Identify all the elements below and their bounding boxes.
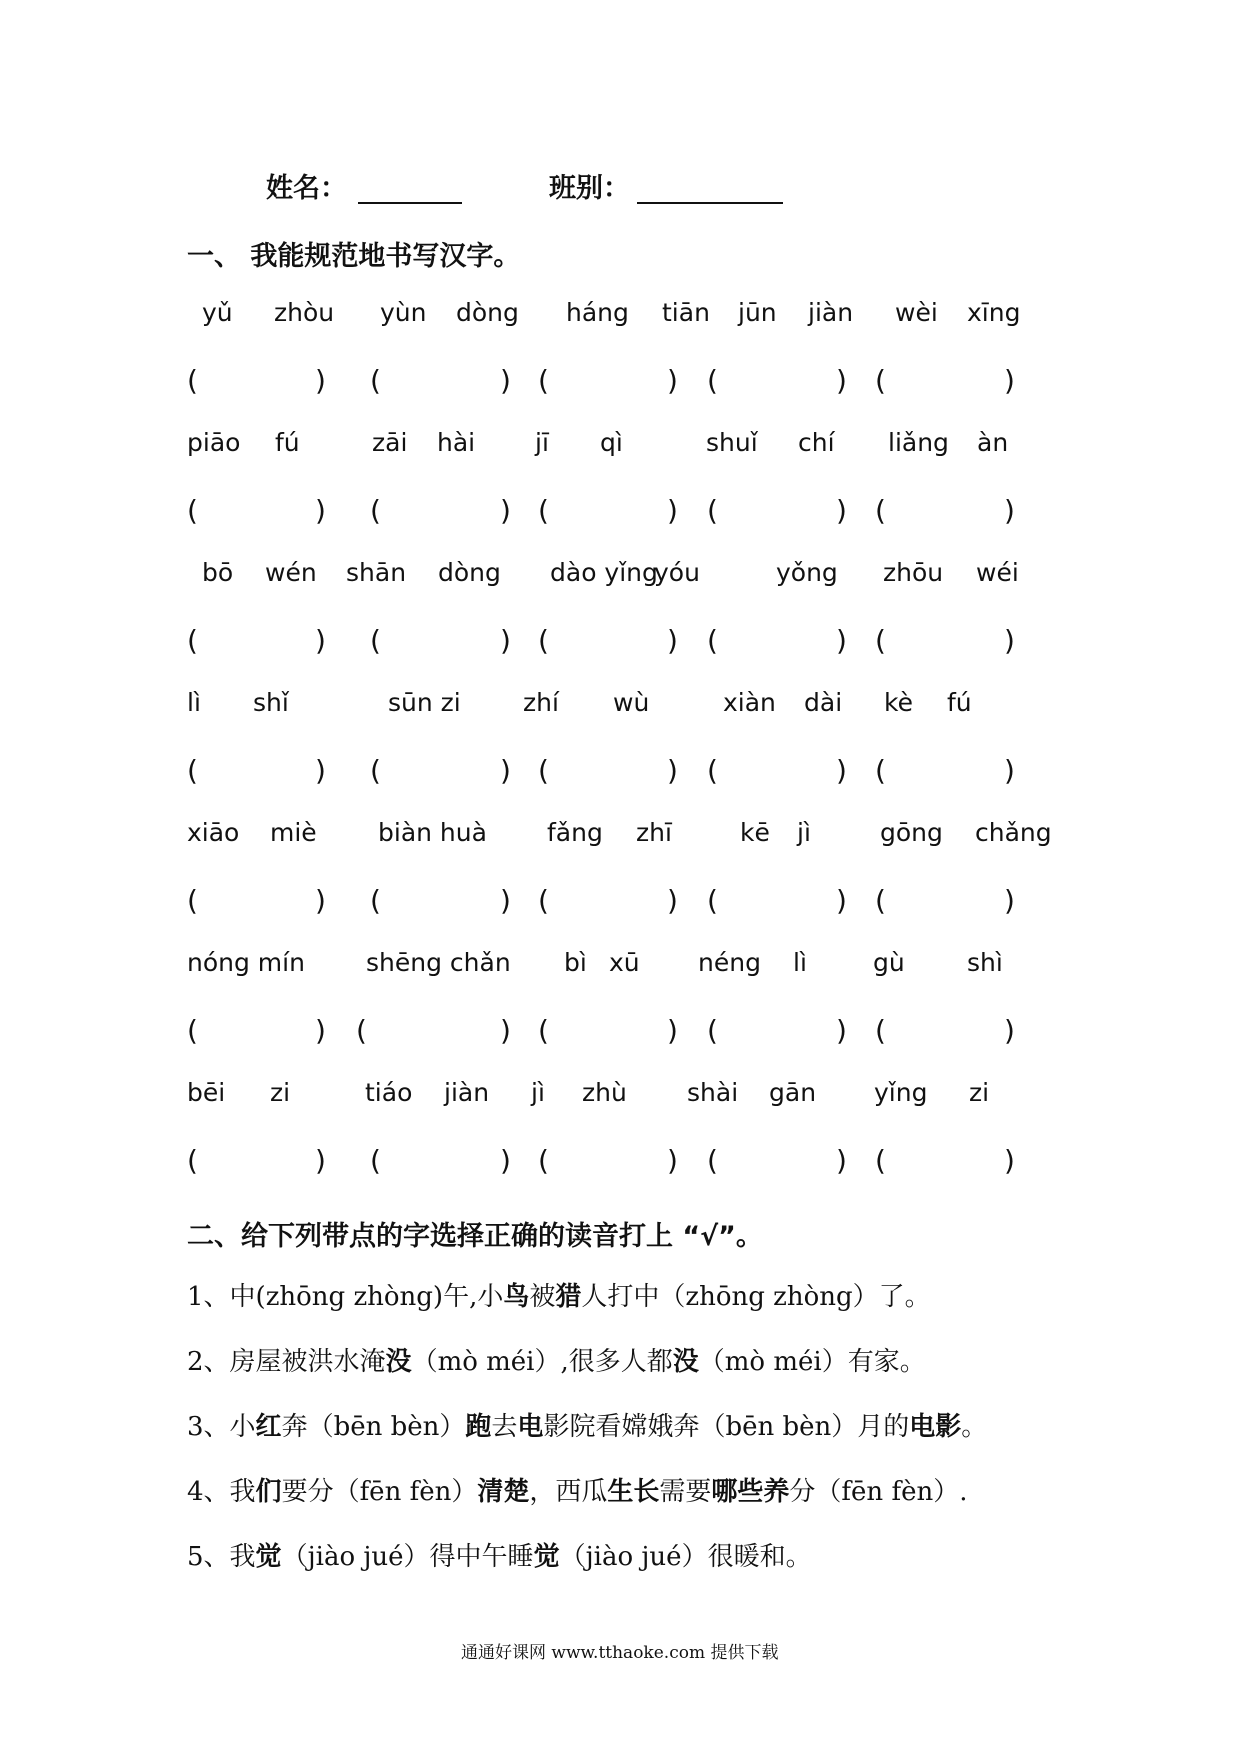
answer-paren-open: (: [875, 364, 886, 397]
dotted-character: 跑: [465, 1412, 492, 1442]
question-line: [187, 1341, 926, 1378]
question-text: 。: [961, 1412, 988, 1442]
pinyin-syllable: yǒng: [776, 558, 838, 587]
pinyin-syllable: zi: [969, 1078, 990, 1107]
question-text: 需要: [659, 1477, 712, 1507]
pinyin-syllable: wéi: [976, 558, 1019, 587]
answer-paren-open: (: [538, 884, 549, 917]
answer-paren-close: ): [315, 884, 326, 917]
answer-paren-close: ): [500, 624, 511, 657]
dotted-character: 生长: [607, 1477, 660, 1507]
answer-paren-close: ): [667, 364, 678, 397]
pinyin-syllable: wèi: [895, 298, 938, 327]
pinyin-syllable: shǐ: [253, 688, 289, 717]
pinyin-syllable: néng: [698, 948, 761, 977]
answer-paren-open: (: [370, 624, 381, 657]
answer-paren-open: (: [187, 624, 198, 657]
answer-paren-open: (: [187, 754, 198, 787]
pinyin-syllable: zāi: [372, 428, 408, 457]
answer-paren-open: (: [875, 624, 886, 657]
answer-paren-open: (: [187, 1144, 198, 1177]
dotted-character: 觉: [255, 1542, 282, 1572]
name-label: 姓名：: [266, 173, 347, 204]
answer-paren-open: (: [538, 1014, 549, 1047]
pinyin-syllable: wén: [265, 558, 317, 587]
answer-paren-open: (: [187, 1014, 198, 1047]
pinyin-syllable: hài: [437, 428, 476, 457]
pinyin-syllable: kè: [884, 688, 913, 717]
answer-paren-close: ): [315, 1014, 326, 1047]
dotted-character: 觉: [533, 1542, 560, 1572]
answer-paren-open: (: [707, 1144, 718, 1177]
answer-paren-close: ): [836, 754, 847, 787]
answer-paren-open: (: [370, 494, 381, 527]
question-line: [187, 1536, 812, 1573]
pinyin-syllable: zhí: [523, 688, 559, 717]
answer-paren-close: ): [315, 624, 326, 657]
pinyin-syllable: biàn huà: [378, 818, 487, 847]
question-text: 2、房屋被洪水淹: [187, 1347, 386, 1377]
question-text: 分（fēn fèn）.: [789, 1477, 968, 1507]
answer-paren-close: ): [1004, 1144, 1015, 1177]
pinyin-syllable: zhòu: [274, 298, 335, 327]
question-text: 被: [529, 1282, 556, 1312]
question-text: 中(zhōng zhòng)午,小: [229, 1282, 504, 1312]
pinyin-syllable: lì: [793, 948, 807, 977]
question-text: 5、我: [187, 1542, 256, 1572]
pinyin-syllable: xiàn: [723, 688, 776, 717]
pinyin-syllable: liǎng: [888, 428, 949, 457]
answer-paren-open: (: [370, 1144, 381, 1177]
pinyin-syllable: jiàn: [808, 298, 854, 327]
question-text: 要分（fēn fèn）: [281, 1477, 478, 1507]
answer-paren-close: ): [1004, 494, 1015, 527]
question-line: [187, 1276, 931, 1313]
class-label: 班别：: [549, 173, 630, 204]
pinyin-syllable: tiān: [662, 298, 710, 327]
pinyin-syllable: wù: [613, 688, 650, 717]
answer-paren-close: ): [667, 1014, 678, 1047]
pinyin-syllable: yǔ: [202, 298, 233, 327]
pinyin-syllable: shēng chǎn: [366, 948, 511, 977]
answer-paren-open: (: [370, 364, 381, 397]
pinyin-syllable: zi: [270, 1078, 291, 1107]
pinyin-syllable: gù: [873, 948, 905, 977]
pinyin-syllable: jiàn: [444, 1078, 490, 1107]
answer-paren-open: (: [707, 494, 718, 527]
answer-paren-open: (: [538, 1144, 549, 1177]
pinyin-syllable: xīng: [967, 298, 1021, 327]
answer-paren-open: (: [370, 754, 381, 787]
answer-paren-close: ): [1004, 624, 1015, 657]
answer-paren-close: ): [836, 884, 847, 917]
pinyin-syllable: dòng: [456, 298, 519, 327]
answer-paren-close: ): [315, 1144, 326, 1177]
pinyin-syllable: shì: [967, 948, 1003, 977]
question-text: 去: [491, 1412, 518, 1442]
question-text: 奔（bēn bèn）: [281, 1412, 466, 1442]
answer-paren-close: ): [836, 1014, 847, 1047]
dotted-character: 哪些养: [711, 1477, 790, 1507]
answer-paren-open: (: [707, 364, 718, 397]
answer-paren-close: ): [500, 884, 511, 917]
answer-paren-open: (: [707, 754, 718, 787]
answer-paren-close: ): [667, 494, 678, 527]
answer-paren-close: ): [667, 624, 678, 657]
pinyin-syllable: gōng: [880, 818, 943, 847]
pinyin-syllable: dài: [804, 688, 843, 717]
pinyin-syllable: chí: [798, 428, 835, 457]
pinyin-syllable: jì: [797, 818, 811, 847]
answer-paren-open: (: [707, 624, 718, 657]
pinyin-syllable: sūn zi: [388, 688, 461, 717]
answer-paren-open: (: [538, 494, 549, 527]
answer-paren-open: (: [875, 1014, 886, 1047]
pinyin-syllable: lì: [187, 688, 201, 717]
question-text: （mò méi）有家。: [698, 1347, 926, 1377]
class-blank[interactable]: [637, 172, 783, 204]
pinyin-syllable: piāo: [187, 428, 241, 457]
answer-paren-close: ): [836, 494, 847, 527]
dotted-character: 红: [255, 1412, 282, 1442]
answer-paren-close: ): [1004, 754, 1015, 787]
answer-paren-close: ): [315, 494, 326, 527]
answer-paren-open: (: [875, 884, 886, 917]
pinyin-syllable: jī: [535, 428, 549, 457]
pinyin-syllable: nóng mín: [187, 948, 305, 977]
pinyin-syllable: gān: [769, 1078, 817, 1107]
pinyin-syllable: chǎng: [975, 818, 1052, 847]
pinyin-syllable: fú: [947, 688, 972, 717]
question-text: ，西瓜: [529, 1477, 608, 1507]
dotted-character: 电影: [909, 1412, 962, 1442]
dotted-character: 猎: [555, 1282, 582, 1312]
answer-paren-close: ): [500, 1144, 511, 1177]
pinyin-syllable: zhù: [582, 1078, 627, 1107]
answer-paren-open: (: [707, 884, 718, 917]
pinyin-syllable: miè: [270, 818, 317, 847]
answer-paren-close: ): [1004, 1014, 1015, 1047]
answer-paren-close: ): [836, 624, 847, 657]
question-text: 1、: [187, 1282, 230, 1312]
answer-paren-open: (: [187, 494, 198, 527]
answer-paren-close: ): [500, 494, 511, 527]
question-text: （jiào jué）得中午睡: [281, 1542, 534, 1572]
pinyin-syllable: shài: [687, 1078, 739, 1107]
pinyin-syllable: bì: [564, 948, 587, 977]
section1-title: 一、 我能规范地书写汉字。: [187, 241, 521, 272]
name-blank[interactable]: [358, 172, 462, 204]
pinyin-syllable: fǎng: [547, 818, 603, 847]
answer-paren-close: ): [1004, 364, 1015, 397]
pinyin-syllable: yóu: [654, 558, 700, 587]
answer-paren-close: ): [500, 1014, 511, 1047]
pinyin-syllable: tiáo: [365, 1078, 413, 1107]
answer-paren-open: (: [538, 624, 549, 657]
answer-paren-close: ): [315, 754, 326, 787]
answer-paren-close: ): [667, 884, 678, 917]
pinyin-syllable: zhī: [636, 818, 672, 847]
pinyin-syllable: kē: [740, 818, 770, 847]
question-text: （jiào jué）很暖和。: [559, 1542, 812, 1572]
dotted-character: 电: [517, 1412, 544, 1442]
dotted-character: 鸟: [503, 1282, 530, 1312]
pinyin-syllable: xū: [609, 948, 640, 977]
question-line: [187, 1471, 967, 1508]
pinyin-syllable: bō: [202, 558, 234, 587]
answer-paren-open: (: [707, 1014, 718, 1047]
dotted-character: 清楚: [477, 1477, 530, 1507]
pinyin-syllable: fú: [275, 428, 300, 457]
pinyin-syllable: qì: [600, 428, 623, 457]
pinyin-syllable: bēi: [187, 1078, 226, 1107]
answer-paren-open: (: [187, 884, 198, 917]
answer-paren-open: (: [370, 884, 381, 917]
dotted-character: 没: [672, 1347, 699, 1377]
question-text: 影院看嫦娥奔（bēn bèn）月的: [543, 1412, 910, 1442]
section2-title: 二、给下列带点的字选择正确的读音打上 “√”。: [187, 1221, 763, 1252]
answer-paren-close: ): [836, 1144, 847, 1177]
pinyin-syllable: shuǐ: [706, 428, 758, 457]
pinyin-syllable: shān: [346, 558, 407, 587]
answer-paren-close: ): [667, 754, 678, 787]
answer-paren-close: ): [500, 364, 511, 397]
pinyin-syllable: xiāo: [187, 818, 240, 847]
pinyin-syllable: yǐng: [874, 1078, 928, 1107]
answer-paren-open: (: [875, 754, 886, 787]
pinyin-syllable: háng: [566, 298, 629, 327]
pinyin-syllable: àn: [977, 428, 1009, 457]
answer-paren-close: ): [1004, 884, 1015, 917]
answer-paren-open: (: [875, 494, 886, 527]
question-text: （mò méi）,很多人都: [411, 1347, 673, 1377]
pinyin-syllable: yùn: [380, 298, 427, 327]
answer-paren-open: (: [538, 364, 549, 397]
footer-text: 通通好课网 www.tthaoke.com 提供下载: [461, 1643, 779, 1663]
answer-paren-close: ): [500, 754, 511, 787]
question-text: 4、我: [187, 1477, 256, 1507]
answer-paren-open: (: [875, 1144, 886, 1177]
pinyin-syllable: dòng: [438, 558, 501, 587]
answer-paren-open: (: [187, 364, 198, 397]
dotted-character: 们: [255, 1477, 282, 1507]
dotted-character: 没: [385, 1347, 412, 1377]
answer-paren-open: (: [356, 1014, 367, 1047]
pinyin-syllable: dào yǐng: [550, 558, 658, 587]
answer-paren-close: ): [836, 364, 847, 397]
question-text: 3、小: [187, 1412, 256, 1442]
question-text: 人打中（zhōng zhòng）了。: [581, 1282, 931, 1312]
pinyin-syllable: jūn: [738, 298, 777, 327]
pinyin-syllable: jì: [531, 1078, 545, 1107]
pinyin-syllable: zhōu: [883, 558, 944, 587]
answer-paren-open: (: [538, 754, 549, 787]
answer-paren-close: ): [667, 1144, 678, 1177]
question-line: [187, 1406, 987, 1443]
answer-paren-close: ): [315, 364, 326, 397]
